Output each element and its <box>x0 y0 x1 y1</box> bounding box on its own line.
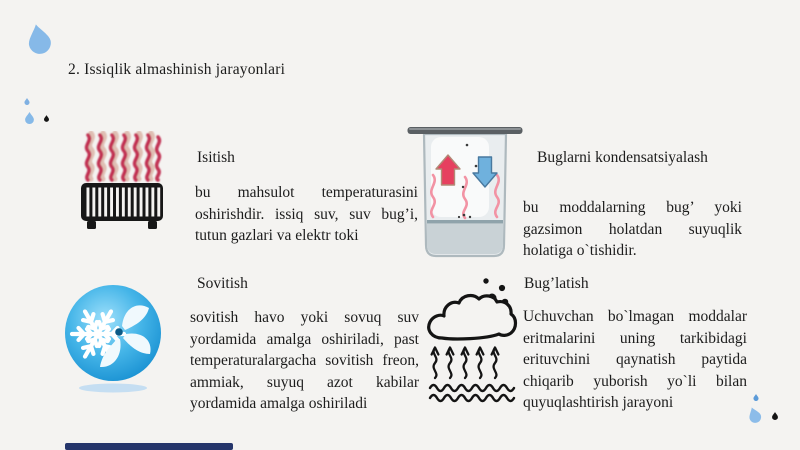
water-drop-icon <box>753 394 759 401</box>
radiator-icon <box>80 131 164 229</box>
section-body-buglatish: Uchuvchan bo`lmagan moddalar eritmalarini uning tarkibidagi erituvchini qaynatish paytida chiqarib yuborish yo`li bilan quyuqlashtirish jarayoni <box>523 308 747 412</box>
section-heading-sovitish: Sovitish <box>197 275 248 292</box>
evaporation-cloud-icon <box>426 276 518 406</box>
section-heading-isitish: Isitish <box>197 149 235 166</box>
condensation-beaker-icon <box>407 125 523 259</box>
water-drop-icon <box>44 115 49 122</box>
cooling-snowflake-icon <box>60 282 166 394</box>
section-heading-buglatish: Bug’latish <box>524 275 589 292</box>
water-drop-icon <box>747 407 762 423</box>
section-body-kondensatsiya: bu moddalarning bug’ yoki gazsimon holatdan suyuqlik holatiga o`tishidir. <box>523 199 742 260</box>
slide-title: 2. Issiqlik almashinish jarayonlari <box>68 61 286 78</box>
water-drop-icon <box>26 24 52 54</box>
section-heading-kondensatsiya: Buglarni kondensatsiyalash <box>537 149 708 166</box>
water-drop-icon <box>772 412 778 420</box>
progress-bar <box>65 443 233 450</box>
section-body-isitish: bu mahsulot temperaturasini oshirishdir. issiq suv, suv bug’i, tutun gazlari va elektr toki <box>195 184 418 245</box>
water-drop-icon <box>24 98 30 105</box>
water-drop-icon <box>24 112 35 124</box>
section-body-sovitish: sovitish havo yoki sovuq suv yordamida amalga oshiriladi, past temperaturalargacha sovitish freon, ammiak, suyuq azot kabilar yordamida amalga oshiriladi <box>190 309 419 413</box>
